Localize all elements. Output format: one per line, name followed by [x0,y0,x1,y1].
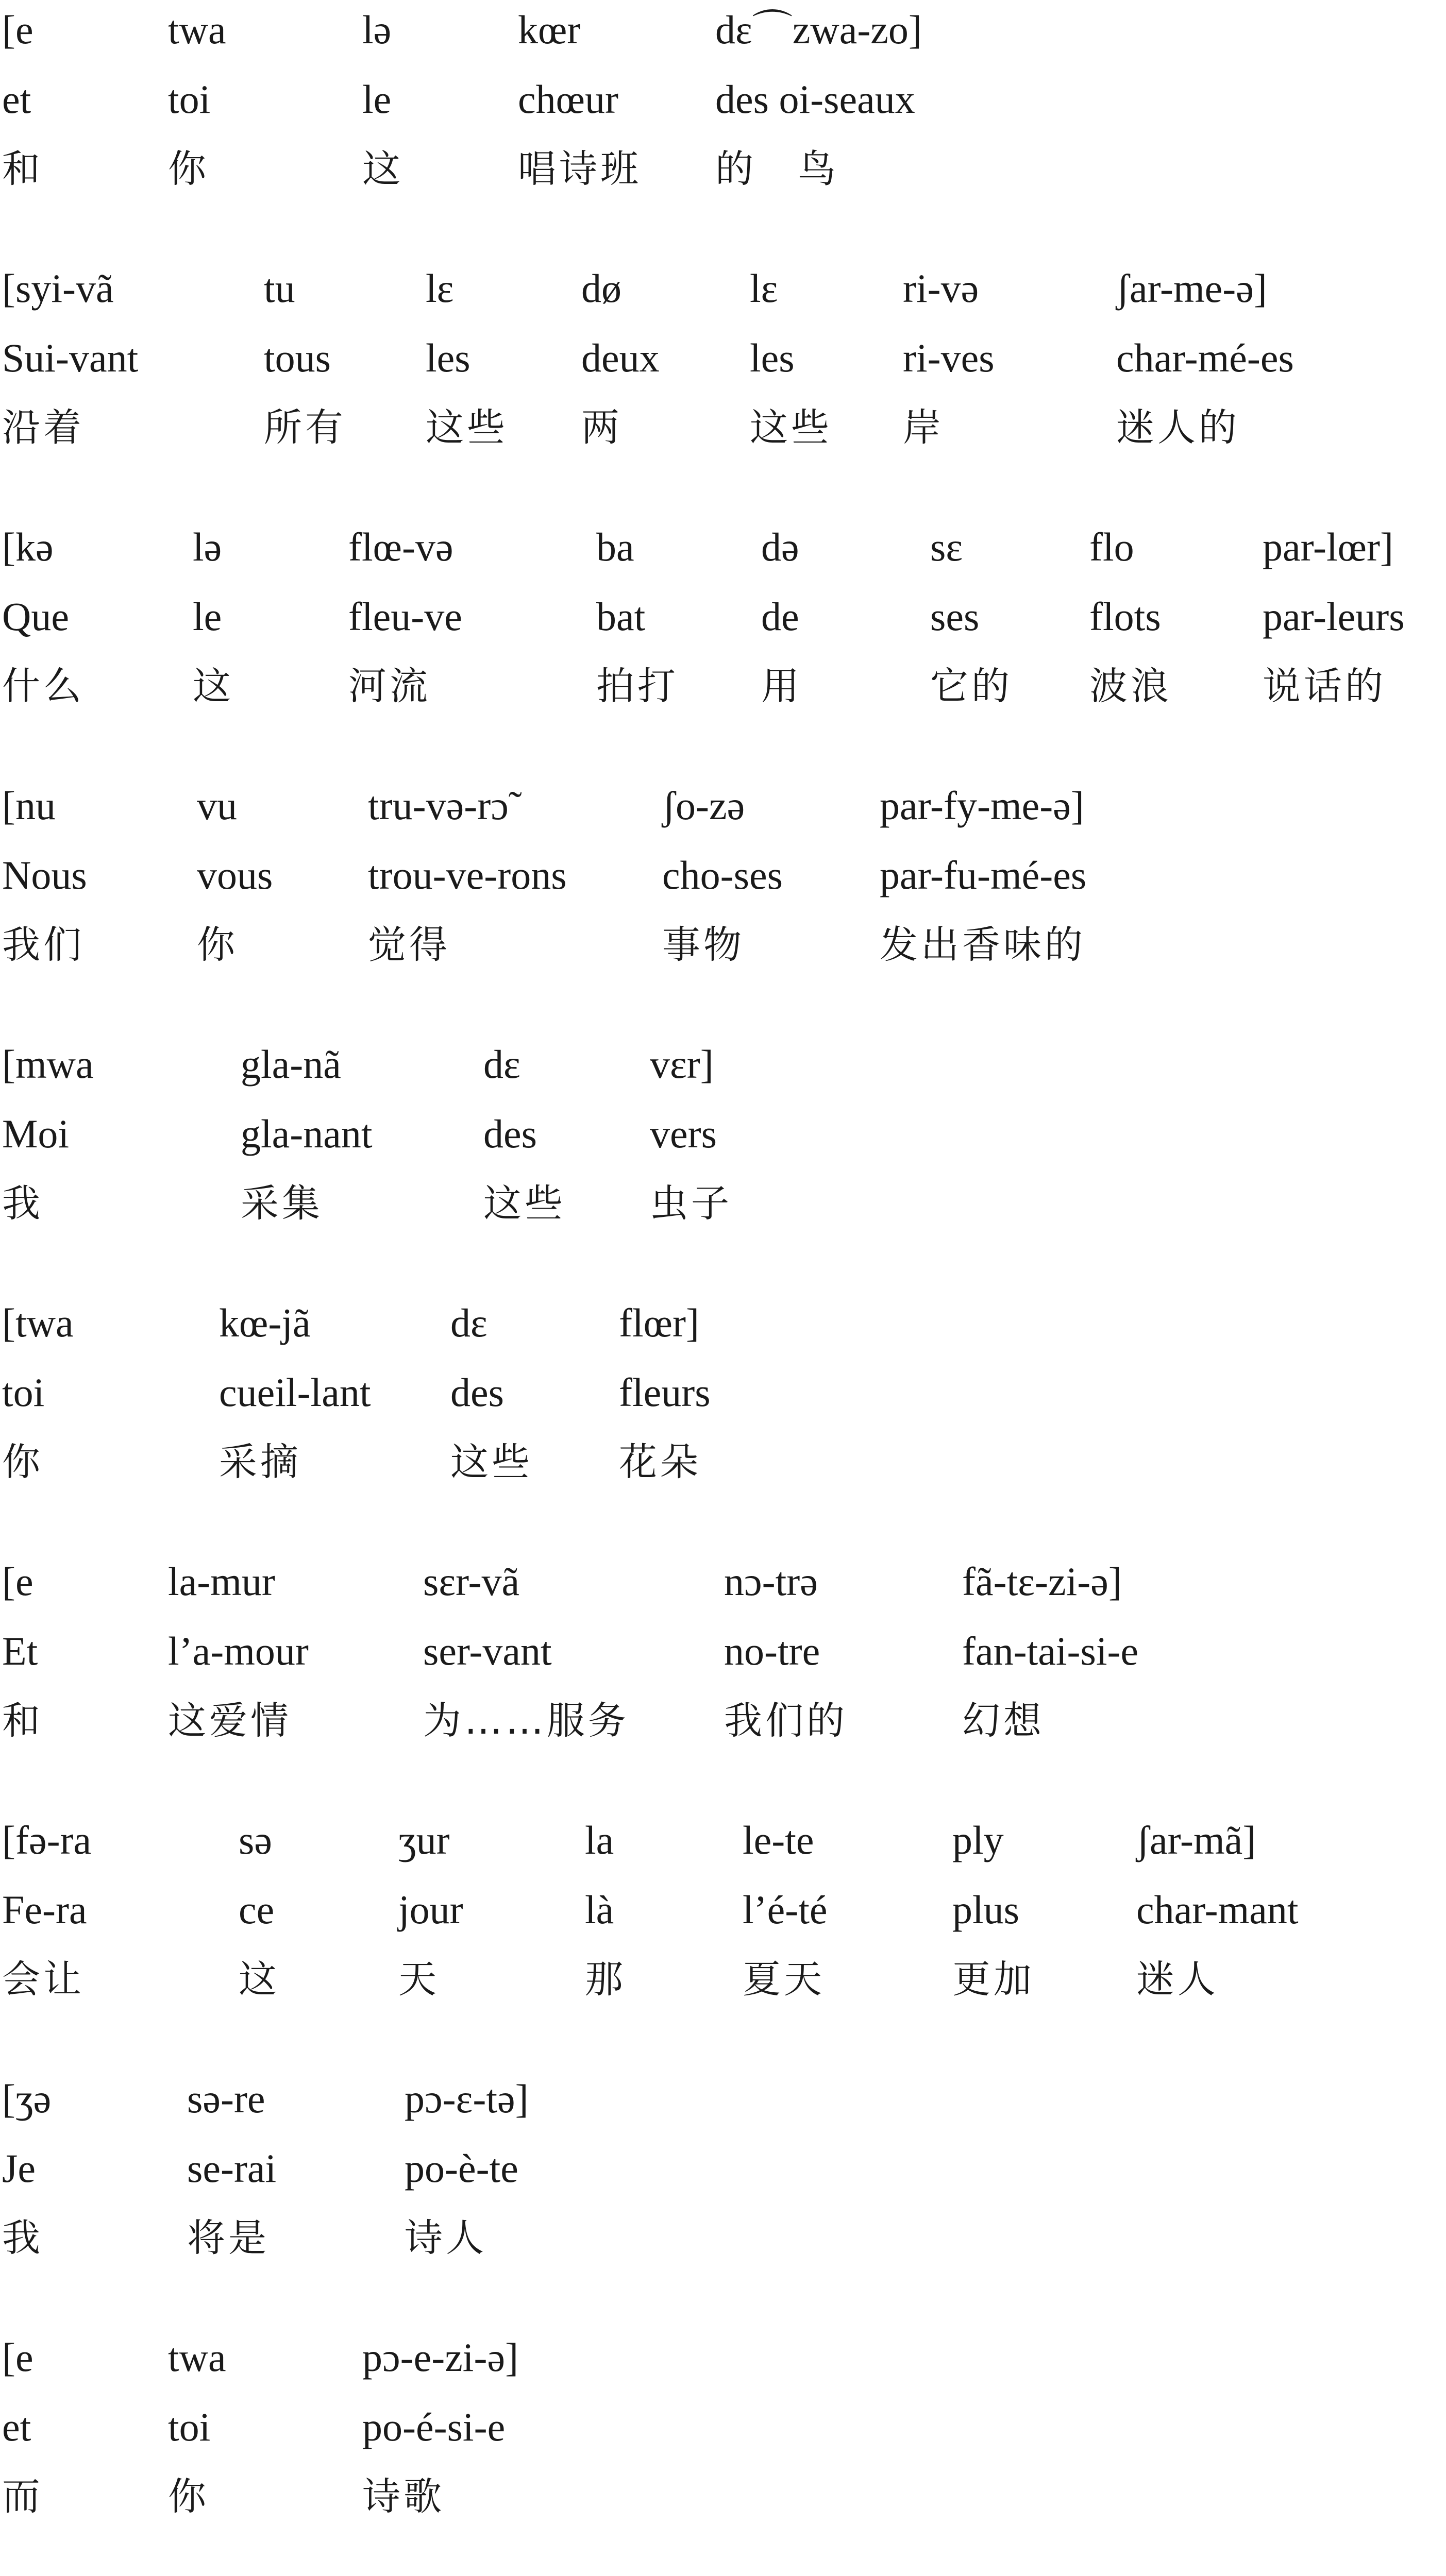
french-word: et [2,2404,31,2449]
french-word: jour [398,1887,463,1932]
chinese-word: 我 [2,1181,43,1226]
ipa-word: [twa [2,1300,74,1345]
ipa-word: [ʒə [2,2076,52,2121]
ipa-word: ʃar-mã] [1136,1818,1256,1862]
french-word: Et [2,1629,38,1673]
ipa-word: [syi-vã [2,266,114,311]
ipa-word: pɔ-e-zi-ə] [362,2335,519,2380]
ipa-word: tu [264,266,295,311]
chinese-word: 诗歌 [362,2475,445,2519]
chinese-word: 你 [2,1440,43,1484]
french-word: Sui-vant [2,335,139,380]
chinese-word: 迷人 [1136,1957,1219,2002]
chinese-word: 会让 [2,1957,85,2002]
french-word: plus [952,1887,1020,1932]
chinese-word: 更加 [952,1957,1035,2002]
chinese-word: 而 [2,2475,43,2519]
french-word: cueil-lant [219,1370,371,1415]
chinese-word: 发出香味的 [880,923,1086,967]
french-word: là [585,1887,614,1932]
ipa-word: dø [581,266,621,311]
chinese-word: 这些 [483,1181,566,1226]
french-word: se-rai [187,2146,277,2191]
ipa-word: ri-və [903,266,979,311]
chinese-word: 这些 [750,405,832,450]
french-word: Je [2,2146,36,2191]
french-word: des oi-seaux [715,77,915,122]
chinese-word: 你 [168,147,209,191]
french-word: l’é-té [743,1887,828,1932]
chinese-word: 和 [2,147,43,191]
french-word: le [362,77,392,122]
ipa-word: ply [952,1818,1004,1862]
chinese-word: 和 [2,1699,43,1743]
french-word: des [483,1111,537,1156]
chinese-word: 这 [239,1957,280,2002]
ipa-word: vu [197,783,237,828]
french-word: po-è-te [405,2146,518,2191]
french-word: ri-ves [903,335,995,380]
ipa-word: sə-re [187,2076,265,2121]
french-word: fleu-ve [348,594,462,639]
french-word: des [450,1370,504,1415]
ipa-word: lə [193,524,222,569]
chinese-word: 你 [168,2475,209,2519]
french-word: cho-ses [662,853,783,897]
chinese-word: 我们的 [724,1699,848,1743]
chinese-word: 这 [362,147,403,191]
french-word: vers [650,1111,717,1156]
chinese-word: 迷人的 [1116,405,1240,450]
chinese-word: 幻想 [962,1699,1045,1743]
french-word: bat [596,594,646,639]
ipa-word: le-te [743,1818,814,1862]
chinese-word: 诗人 [405,2216,487,2260]
chinese-word: 花朵 [619,1440,701,1484]
chinese-word: 虫子 [650,1181,732,1226]
ipa-word: sɛ [930,524,963,569]
french-word: deux [581,335,660,380]
french-word: Moi [2,1111,70,1156]
chinese-word: 觉得 [368,923,450,967]
ipa-word: flœr] [619,1300,699,1345]
french-word: flots [1089,594,1161,639]
french-word: toi [168,77,211,122]
ipa-word: par-fy-me-ə] [880,783,1084,828]
ipa-word: dɛ [450,1300,487,1345]
ipa-word: ʃo-zə [662,783,745,828]
chinese-word: 它的 [930,664,1013,708]
chinese-word: 天 [398,1957,440,2002]
ipa-word: [e [2,1559,33,1604]
chinese-word: 沿着 [2,405,85,450]
ipa-word: la-mur [168,1559,275,1604]
chinese-word: 的 鸟 [715,147,839,191]
ipa-word: sɛr-vã [423,1559,520,1604]
ipa-word: kœr [518,7,581,52]
ipa-word: lɛ [750,266,778,311]
ipa-word: flo [1089,524,1134,569]
french-word: Que [2,594,69,639]
french-word: les [750,335,795,380]
ipa-word: twa [168,7,226,52]
ipa-word: ba [596,524,634,569]
ipa-word: [kə [2,524,54,569]
chinese-word: 这爱情 [168,1699,292,1743]
chinese-word: 为……服务 [423,1699,629,1743]
ipa-word: pɔ-ɛ-tə] [405,2076,529,2121]
ipa-word: [mwa [2,1042,94,1087]
french-word: toi [168,2404,211,2449]
ipa-word: tru-və-rɔ̃ [368,783,509,828]
french-word: gla-nant [241,1111,373,1156]
ipa-word: la [585,1818,614,1862]
french-word: vous [197,853,273,897]
french-word: de [761,594,799,639]
chinese-word: 波浪 [1089,664,1172,708]
ipa-word: flœ-və [348,524,453,569]
french-word: po-é-si-e [362,2404,506,2449]
french-word: les [426,335,470,380]
french-word: tous [264,335,331,380]
ipa-word: lɛ [426,266,454,311]
chinese-word: 唱诗班 [518,147,642,191]
ipa-word: twa [168,2335,226,2380]
chinese-word: 这些 [450,1440,533,1484]
french-word: fleurs [619,1370,711,1415]
ipa-word: dɛ⌒zwa-zo] [715,7,922,52]
chinese-word: 这 [193,664,234,708]
french-word: par-fu-mé-es [880,853,1087,897]
ipa-word: ʒur [398,1818,450,1862]
chinese-word: 事物 [662,923,745,967]
chinese-word: 将是 [187,2216,270,2260]
ipa-word: lə [362,7,392,52]
french-word: ses [930,594,980,639]
ipa-word: [e [2,2335,33,2380]
ipa-word: [fə-ra [2,1818,92,1862]
chinese-word: 采集 [241,1181,323,1226]
french-word: no-tre [724,1629,820,1673]
ipa-word: [e [2,7,33,52]
ipa-word: par-lœr] [1263,524,1393,569]
chinese-word: 采摘 [219,1440,301,1484]
chinese-word: 用 [761,664,802,708]
french-word: Fe-ra [2,1887,87,1932]
ipa-word: də [761,524,799,569]
french-word: char-mant [1136,1887,1299,1932]
ipa-word: fã-tɛ-zi-ə] [962,1559,1122,1604]
chinese-word: 这些 [426,405,508,450]
ipa-word: dɛ [483,1042,520,1087]
chinese-word: 拍打 [596,664,679,708]
chinese-word: 河流 [348,664,431,708]
french-word: et [2,77,31,122]
french-word: fan-tai-si-e [962,1629,1139,1673]
ipa-word: vɛr] [650,1042,714,1087]
chinese-word: 两 [581,405,623,450]
french-word: ser-vant [423,1629,552,1673]
ipa-word: gla-nã [241,1042,341,1087]
chinese-word: 那 [585,1957,626,2002]
french-word: toi [2,1370,45,1415]
french-word: trou-ve-rons [368,853,567,897]
french-word: char-mé-es [1116,335,1294,380]
chinese-word: 我 [2,2216,43,2260]
french-word: le [193,594,222,639]
chinese-word: 什么 [2,664,85,708]
ipa-word: nɔ-trə [724,1559,818,1604]
french-word: par-leurs [1263,594,1405,639]
french-word: ce [239,1887,275,1932]
chinese-word: 我们 [2,923,85,967]
chinese-word: 夏天 [743,1957,825,2002]
ipa-word: sə [239,1818,272,1862]
ipa-word: ʃar-me-ə] [1116,266,1267,311]
chinese-word: 岸 [903,405,944,450]
ipa-word: [nu [2,783,56,828]
chinese-word: 所有 [264,405,346,450]
ipa-word: kœ-jã [219,1300,311,1345]
french-word: l’a-mour [168,1629,309,1673]
chinese-word: 说话的 [1263,664,1386,708]
french-word: Nous [2,853,87,897]
chinese-word: 你 [197,923,238,967]
french-word: chœur [518,77,618,122]
